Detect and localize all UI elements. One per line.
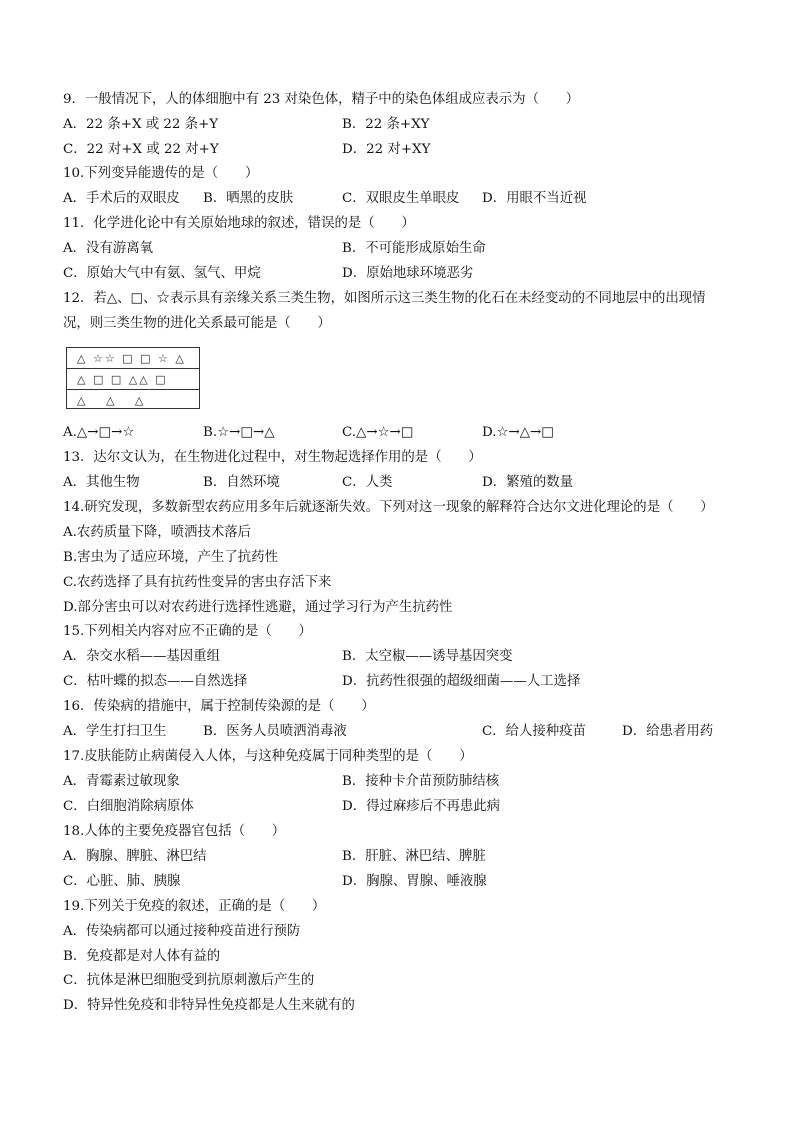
question-15-option-a: A．杂交水稻——基因重组	[63, 649, 220, 664]
stratum-middle-fossils: △ □ □ △△ □	[77, 372, 168, 386]
question-14-option-d: D.部分害虫可以对农药进行选择性逃避，通过学习行为产生抗药性	[63, 600, 453, 615]
question-15-option-b: B．太空椒——诱导基因突变	[342, 649, 513, 664]
question-12-stem-line2: 况，则三类生物的进化关系最可能是（ ）	[63, 316, 331, 331]
question-16-option-a: A．学生打扫卫生	[63, 724, 167, 739]
question-15-option-c: C．枯叶蝶的拟态——自然选择	[63, 674, 248, 689]
question-11-stem: 11．化学进化论中有关原始地球的叙述，错误的是（ ）	[63, 216, 415, 231]
stratum-top-fossils: △ ☆☆ □ □ ☆ △	[77, 351, 186, 365]
stratum-bottom	[67, 389, 199, 410]
question-17-option-a: A．青霉素过敏现象	[63, 774, 180, 789]
question-18-option-c: C．心脏、肺、胰腺	[63, 874, 181, 889]
question-18-stem: 18.人体的主要免疫器官包括（ ）	[63, 824, 286, 839]
question-10-option-d: D．用眼不当近视	[482, 191, 587, 206]
question-19-stem: 19.下列关于免疫的叙述，正确的是（ ）	[63, 899, 326, 914]
question-17-option-c: C．白细胞消除病原体	[63, 799, 194, 814]
question-10-stem: 10.下列变异能遗传的是（ ）	[63, 166, 259, 181]
question-9-option-a: A．22 条+X 或 22 条+Y	[63, 117, 219, 132]
question-10-option-a: A．手术后的双眼皮	[63, 191, 180, 206]
question-9-stem: 9．一般情况下，人的体细胞中有 23 对染色体，精子中的染色体组成应表示为（ ）	[63, 92, 580, 107]
question-14-option-a: A.农药质量下降，喷洒技术落后	[63, 525, 252, 540]
question-13-option-c: C．人类	[342, 475, 393, 490]
question-13-stem: 13．达尔文认为，在生物进化过程中，对生物起选择作用的是（ ）	[63, 450, 482, 465]
question-14-option-b: B.害虫为了适应环境，产生了抗药性	[63, 550, 278, 565]
question-12-option-a: A.△→□→☆	[63, 425, 135, 440]
question-18-option-d: D．胸腺、胃腺、唾液腺	[342, 874, 487, 889]
strata-figure	[66, 347, 200, 409]
question-14-stem: 14.研究发现，多数新型农药应用多年后就逐渐失效。下列对这一现象的解释符合达尔文进化理论的是（ ）	[63, 500, 714, 515]
question-15-option-d: D．抗药性很强的超级细菌——人工选择	[342, 674, 581, 689]
question-9-option-b: B．22 条+XY	[342, 117, 430, 132]
question-13-option-b: B．自然环境	[203, 475, 280, 490]
question-11-option-b: B．不可能形成原始生命	[342, 241, 486, 256]
question-9-option-d: D．22 对+XY	[342, 142, 431, 157]
question-16-stem: 16．传染病的措施中，属于控制传染源的是（ ）	[63, 699, 375, 714]
question-12-option-b: B.☆→□→△	[203, 425, 275, 440]
question-9-option-c: C．22 对+X 或 22 对+Y	[63, 142, 219, 157]
question-19-option-b: B．免疫都是对人体有益的	[63, 949, 221, 964]
stratum-middle	[67, 368, 199, 389]
question-17-stem: 17.皮肤能防止病菌侵入人体，与这种免疫属于同种类型的是（ ）	[63, 749, 473, 764]
question-12-stem-line1: 12．若△、□、☆表示具有亲缘关系三类生物，如图所示这三类生物的化石在未经变动的不同地层中的出现情	[63, 291, 706, 306]
question-15-stem: 15.下列相关内容对应不正确的是（ ）	[63, 624, 312, 639]
question-11-option-c: C．原始大气中有氨、氢气、甲烷	[63, 266, 261, 281]
question-14-option-c: C.农药选择了具有抗药性变异的害虫存活下来	[63, 575, 332, 590]
question-17-option-b: B．接种卡介苗预防肺结核	[342, 774, 500, 789]
question-16-option-c: C．给人接种疫苗	[482, 724, 586, 739]
question-13-option-a: A．其他生物	[63, 475, 140, 490]
question-11-option-d: D．原始地球环境恶劣	[342, 266, 474, 281]
question-11-option-a: A．没有游离氧	[63, 241, 154, 256]
question-18-option-b: B．肝脏、淋巴结、脾脏	[342, 849, 486, 864]
stratum-top	[67, 348, 199, 368]
question-12-option-d: D.☆→△→□	[482, 425, 554, 440]
stratum-bottom-fossils: △ △ △	[77, 394, 146, 407]
question-10-option-c: C．双眼皮生单眼皮	[342, 191, 460, 206]
question-18-option-a: A．胸腺、脾脏、淋巴结	[63, 849, 207, 864]
question-12-option-c: C.△→☆→□	[342, 425, 414, 440]
question-10-option-b: B．晒黑的皮肤	[203, 191, 294, 206]
question-17-option-d: D．得过麻疹后不再患此病	[342, 799, 501, 814]
question-19-option-d: D．特异性免疫和非特异性免疫都是人生来就有的	[63, 998, 355, 1013]
question-13-option-d: D．繁殖的数量	[482, 475, 574, 490]
question-16-option-d: D．给患者用药	[622, 724, 714, 739]
question-16-option-b: B．医务人员喷洒消毒液	[203, 724, 347, 739]
question-19-option-a: A．传染病都可以通过接种疫苗进行预防	[63, 924, 301, 939]
question-19-option-c: C．抗体是淋巴细胞受到抗原刺激后产生的	[63, 973, 315, 988]
